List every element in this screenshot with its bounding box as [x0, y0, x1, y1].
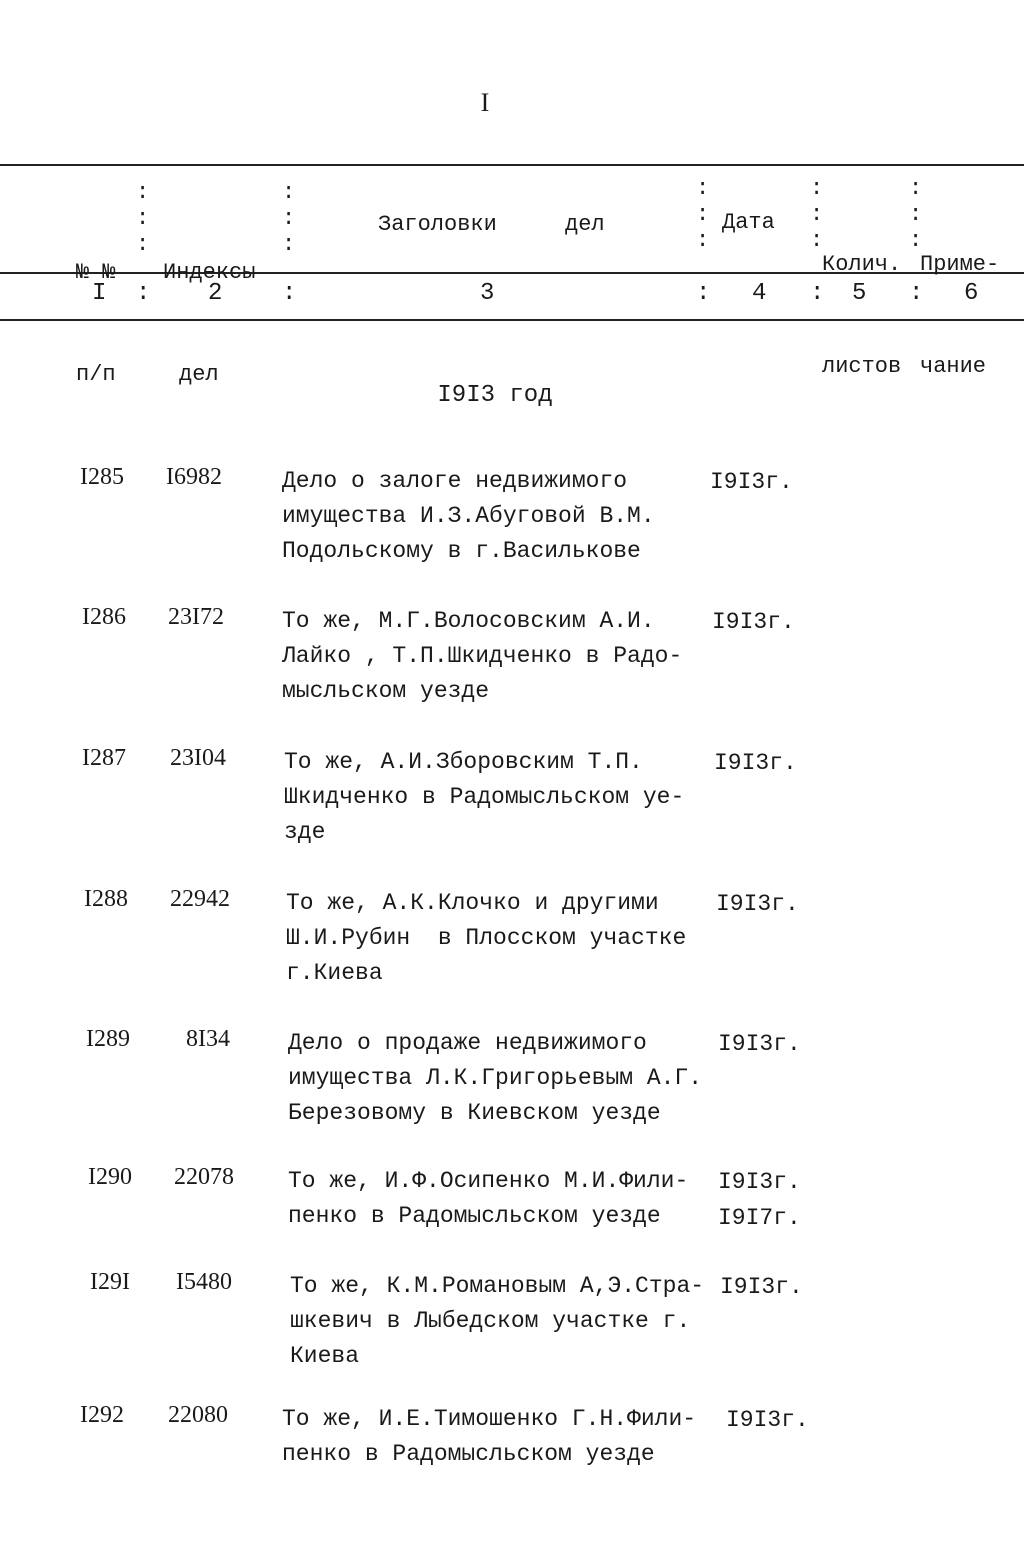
list-item: [0, 604, 1024, 724]
entry-title-line: зде: [284, 819, 326, 845]
entry-index: 8I34: [186, 1026, 230, 1052]
entry-title-line: г.Киева: [286, 960, 383, 986]
header-separator: : : :: [909, 176, 923, 253]
header-title-word: Заголовки: [378, 212, 497, 237]
list-item: [0, 1402, 1024, 1522]
entry-title-line: Березовому в Киевском уезде: [288, 1100, 661, 1126]
column-number: 4: [752, 280, 767, 307]
header-separator: : : :: [282, 180, 296, 257]
entry-index: 22078: [174, 1164, 234, 1190]
entry-title-line: То же, И.Ф.Осипенко М.И.Фили-: [288, 1168, 689, 1194]
entry-title-line: Подольскому в г.Василькове: [282, 538, 641, 564]
entry-date-line: I9I3г.: [716, 891, 799, 917]
entry-date-line: I9I3г.: [718, 1031, 801, 1057]
entry-title: [288, 1164, 688, 1234]
entry-number: I286: [82, 604, 126, 630]
list-item: [0, 1269, 1024, 1389]
entry-index: I5480: [176, 1269, 232, 1295]
entry-number: I288: [84, 886, 128, 912]
list-item: [0, 745, 1024, 865]
column-number: 5: [852, 280, 867, 307]
entry-date-line: I9I3г.: [710, 469, 793, 495]
entry-title-line: мысльском уезде: [282, 678, 490, 704]
entry-title-line: имущества Л.К.Григорьевым А.Г.: [288, 1065, 703, 1091]
entry-index: I6982: [166, 464, 222, 490]
entry-title-line: То же, А.К.Клочко и другими: [286, 890, 659, 916]
column-number: 6: [964, 280, 979, 307]
entry-title-line: имущества И.З.Абуговой В.М.: [282, 503, 655, 529]
header-number: № № п/п: [76, 260, 116, 387]
entry-date: [720, 1269, 803, 1305]
entry-title: [282, 464, 655, 569]
entry-date-line: I9I3г.: [718, 1169, 801, 1195]
entry-date-line: I9I3г.: [726, 1407, 809, 1433]
column-number: 3: [480, 280, 495, 307]
entry-date-line: I9I3г.: [720, 1274, 803, 1300]
column-separator: :: [282, 280, 297, 307]
year-heading: I9I3 год: [437, 382, 553, 409]
header-title-word2: дел: [565, 212, 605, 237]
entry-title-line: пенко в Радомысльском уезде: [282, 1441, 655, 1467]
entry-number: I292: [80, 1402, 124, 1428]
entry-title-line: Дело о залоге недвижимого: [282, 468, 628, 494]
column-separator: :: [136, 280, 151, 307]
entry-title: [282, 604, 682, 709]
entry-date-line: I9I3г.: [714, 750, 797, 776]
entry-title-line: Ш.И.Рубин в Плосском участке: [286, 925, 687, 951]
header-index: Индексы дел: [163, 260, 256, 387]
header-date: Дата: [722, 210, 775, 235]
header-sheets: Колич. листов: [822, 252, 902, 379]
entry-number: I29I: [90, 1269, 130, 1295]
column-separator: :: [909, 280, 924, 307]
entry-title-line: То же, А.И.Зборовским Т.П.: [284, 749, 643, 775]
entry-index: 22080: [168, 1402, 228, 1428]
column-separator: :: [696, 280, 711, 307]
column-separator: :: [810, 280, 825, 307]
list-item: [0, 1026, 1024, 1146]
page-number: I: [480, 88, 490, 117]
list-item: [0, 464, 1024, 584]
entry-date: [726, 1402, 809, 1438]
entry-title-line: То же, К.М.Романовым А,Э.Стра-: [290, 1273, 705, 1299]
entry-title-line: Киева: [290, 1343, 360, 1369]
header-separator: : : :: [136, 180, 150, 257]
entry-number: I289: [86, 1026, 130, 1052]
entry-number: I285: [80, 464, 124, 490]
table-top-rule: [0, 164, 1024, 166]
entry-title-line: шкевич в Лыбедском участке г.: [290, 1308, 691, 1334]
entry-date: [712, 604, 795, 640]
entry-date: [718, 1164, 801, 1236]
header-separator: : : :: [810, 176, 824, 253]
header-notes: Приме- чание: [920, 252, 1000, 379]
entry-date: [710, 464, 793, 500]
entry-title: [282, 1402, 696, 1472]
entry-title-line: То же, И.Е.Тимошенко Г.Н.Фили-: [282, 1406, 697, 1432]
entry-title: [284, 745, 684, 850]
entry-index: 23I04: [170, 745, 226, 771]
header-separator: : : :: [696, 176, 710, 253]
list-item: [0, 1164, 1024, 1284]
entry-title-line: То же, М.Г.Волосовским А.И.: [282, 608, 655, 634]
entry-title-line: Шкидченко в Радомысльском уе-: [284, 784, 685, 810]
entry-number: I290: [88, 1164, 132, 1190]
entry-title: [286, 886, 686, 991]
entry-date: [714, 745, 797, 781]
entry-index: 22942: [170, 886, 230, 912]
entry-title: [288, 1026, 702, 1131]
entry-date-line: I9I7г.: [718, 1205, 801, 1231]
entry-date-line: I9I3г.: [712, 609, 795, 635]
entry-date: [716, 886, 799, 922]
entry-title: [290, 1269, 704, 1374]
entry-index: 23I72: [168, 604, 224, 630]
entry-title-line: Дело о продаже недвижимого: [288, 1030, 647, 1056]
entry-title-line: пенко в Радомысльском уезде: [288, 1203, 661, 1229]
entry-date: [718, 1026, 801, 1062]
column-number: 2: [208, 280, 223, 307]
entry-number: I287: [82, 745, 126, 771]
entry-title-line: Лайко , Т.П.Шкидченко в Радо-: [282, 643, 683, 669]
column-number: I: [92, 280, 107, 307]
list-item: [0, 886, 1024, 1006]
